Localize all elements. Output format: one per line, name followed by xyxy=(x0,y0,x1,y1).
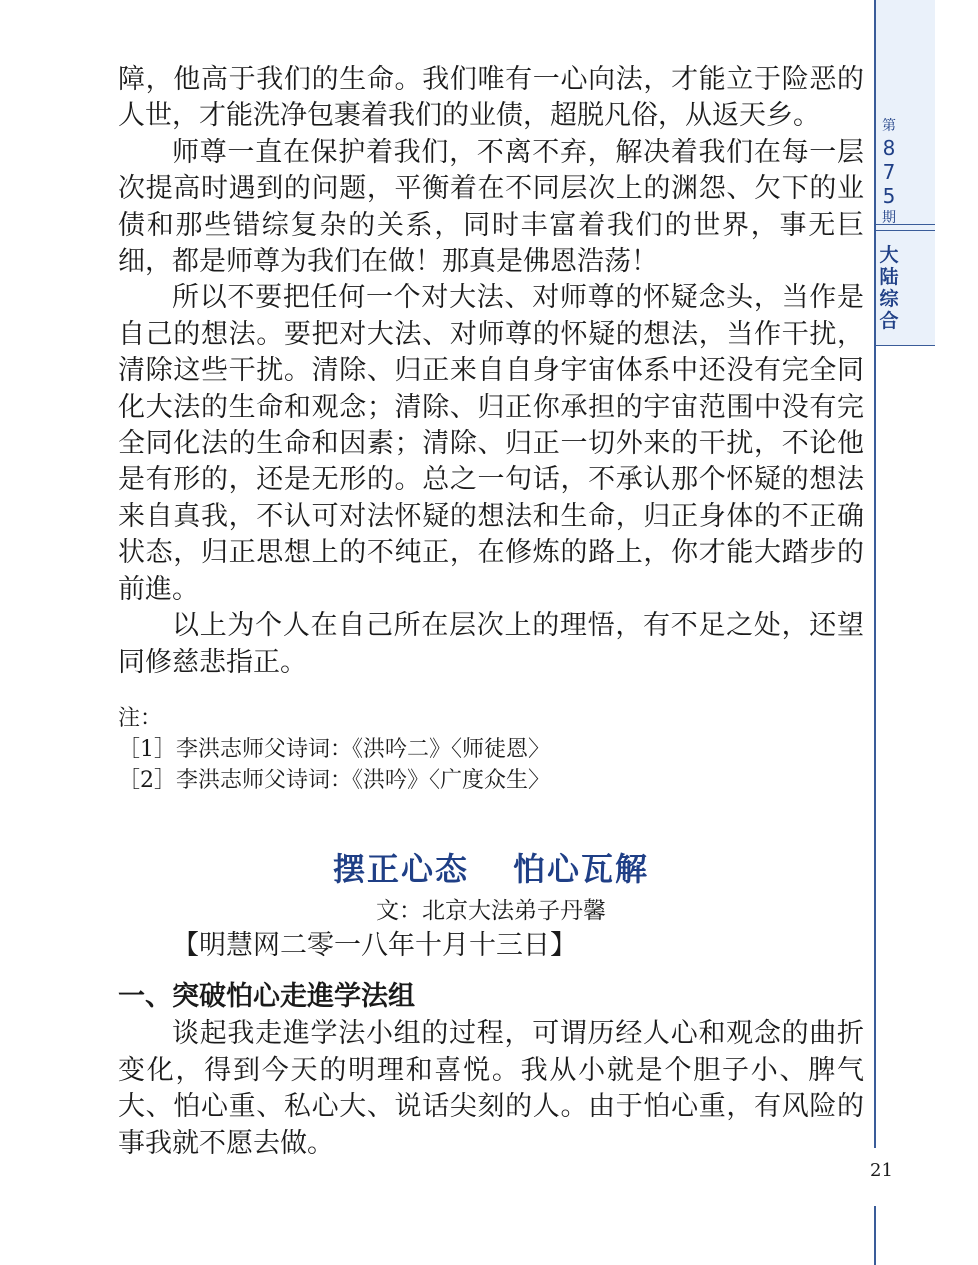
body-paragraph: 所以不要把任何一个对大法、对师尊的怀疑念头，当作是自己的想法。要把对大法、对师尊的怀疑的想法，当作干扰，清除这些干扰。清除、归正来自自身宇宙体系中还没有完全同化大法的生命和观念；清除、归正你承担的宇宙范围中没有完全同化法的生命和因素；清除、归正一切外来的干扰，不论他是有形的，还是无形的。总之一句话，不承认那个怀疑的想法来自真我，不认可对法怀疑的想法和生命，归正身体的不正确状态，归正思想上的不纯正，在修炼的路上，你才能大踏步的前進。 xyxy=(118,282,864,605)
section-char: 大 xyxy=(879,244,899,266)
article-title-part: 摆正心态 xyxy=(332,849,469,888)
article-title-part: 怕心瓦解 xyxy=(513,849,650,888)
footnotes xyxy=(118,703,864,796)
body-paragraph: 师尊一直在保护着我们，不离不弃，解决着我们在每一层次提高时遇到的问题，平衡着在不同层次上的渊怨、欠下的业债和那些错综复杂的关系，同时丰富着我们的世界，事无巨细，都是师尊为我们在做！那真是佛恩浩荡！ xyxy=(118,136,864,278)
section-char: 合 xyxy=(879,310,899,332)
footnotes-heading: 注： xyxy=(118,705,163,731)
page-body xyxy=(118,62,864,1162)
article-author: 文：北京大法弟子丹馨 xyxy=(376,897,606,924)
sidebar-divider-2 xyxy=(876,230,935,231)
section-heading: 一、突破怕心走進学法组 xyxy=(118,981,415,1013)
page-number: 21 xyxy=(870,1160,893,1181)
article-title xyxy=(118,848,864,890)
issue-digit: 7 xyxy=(882,160,896,184)
issue-prefix: 第 xyxy=(882,118,896,134)
issue-digit: 8 xyxy=(882,136,896,160)
section-char: 综 xyxy=(879,288,899,310)
body-paragraph: 障，他高于我们的生命。我们唯有一心向法，才能立于险恶的人世，才能洗净包裹着我们的业债，超脱凡俗，从返天乡。 xyxy=(118,64,864,132)
footnote-item: ［1］李洪志师父诗词：《洪吟二》〈师徒恩〉 xyxy=(118,736,550,762)
body-paragraph: 以上为个人在自己所在层次上的理悟，有不足之处，还望同修慈悲指正。 xyxy=(118,610,864,678)
section-label xyxy=(876,244,902,332)
footnote-item: ［2］李洪志师父诗词：《洪吟》〈广度众生〉 xyxy=(118,767,550,793)
issue-digit: 5 xyxy=(882,184,896,208)
issue-number xyxy=(876,116,902,228)
section-char: 陆 xyxy=(879,266,899,288)
body-paragraph: 谈起我走進学法小组的过程，可谓历经人心和观念的曲折变化，得到今天的明理和喜悦。我从小就是个胆子小、脾气大、怕心重、私心大、说话尖刻的人。由于怕心重，有风险的事我就不愿去做。 xyxy=(118,1018,864,1159)
sidebar-rule-bottom xyxy=(874,1206,876,1265)
sidebar-divider-3 xyxy=(876,345,935,346)
article-date: 【明慧网二零一八年十月十三日】 xyxy=(172,929,577,961)
issue-suffix: 期 xyxy=(882,210,896,226)
